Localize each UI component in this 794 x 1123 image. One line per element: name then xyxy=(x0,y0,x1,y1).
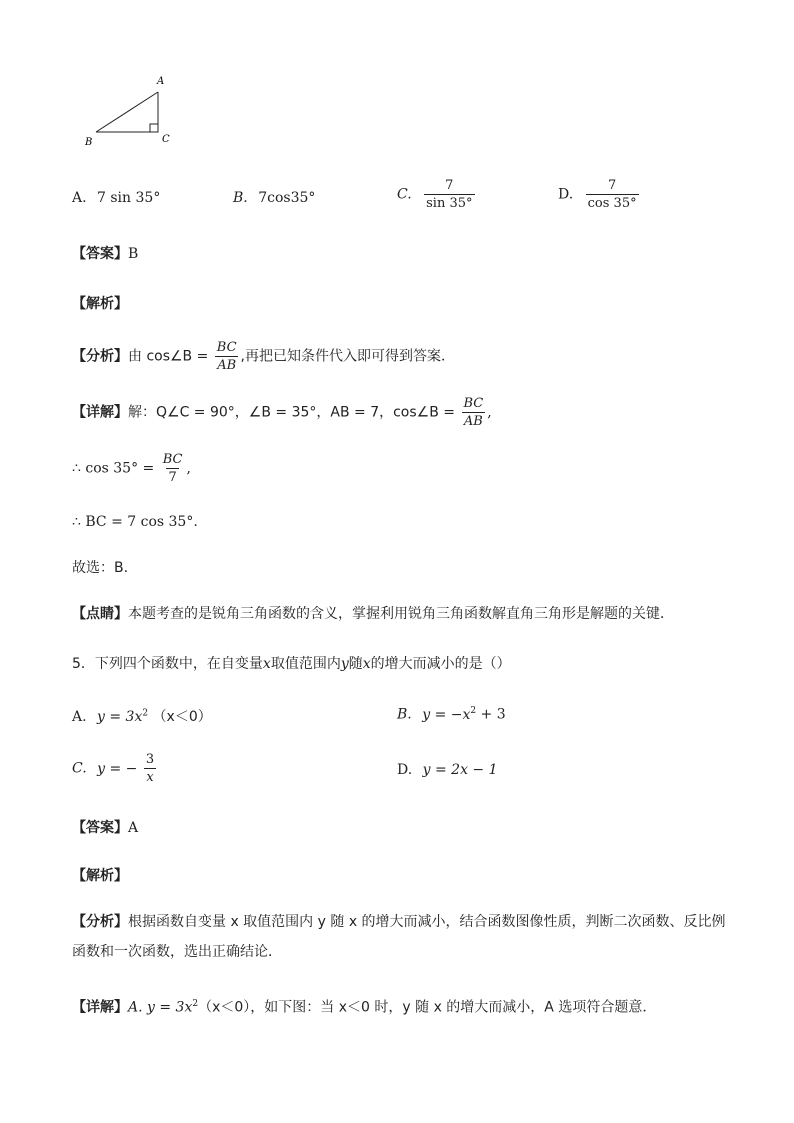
denominator: 7 xyxy=(168,470,177,485)
fenxi-post: ,再把已知条件代入即可得到答案． xyxy=(240,348,455,365)
detail-exponent: 2 xyxy=(192,999,199,1009)
option-prefix: y = − xyxy=(97,760,138,777)
stem-pre: 5．下列四个函数中，在自变量 xyxy=(72,656,263,672)
option-letter: B. xyxy=(233,190,248,206)
denominator: sin 35° xyxy=(426,196,473,211)
stem-x2: x xyxy=(362,656,371,672)
stem-y: y xyxy=(340,656,349,672)
answer-tag: 【答案】 xyxy=(72,820,128,836)
answer-value: A xyxy=(128,820,139,836)
option-letter: C. xyxy=(397,186,412,203)
option-letter: A. xyxy=(72,190,87,206)
step1-fraction xyxy=(161,452,185,485)
fenxi-text: 根据函数自变量 x 取值范围内 y 随 x 的增大而减小，结合函数图像性质，判断二次函数、反比例 xyxy=(128,914,726,930)
option-letter: D. xyxy=(558,186,574,203)
detail-pre: A. y = 3x xyxy=(128,999,193,1016)
numerator: 7 xyxy=(445,178,454,193)
option-letter: C. xyxy=(72,760,87,777)
q5-option-b[interactable] xyxy=(397,706,506,723)
detail-post: , xyxy=(487,404,492,421)
detail-fraction xyxy=(461,396,485,429)
step1-post: , xyxy=(186,460,191,477)
vertex-a-label: A xyxy=(157,76,165,87)
option-condition: （x＜0） xyxy=(152,709,212,725)
q4-analysis-heading: 【解析】 xyxy=(72,296,128,312)
numerator: 3 xyxy=(145,752,155,767)
option-letter: A. xyxy=(72,709,87,725)
option-tail: + 3 xyxy=(476,706,506,723)
q4-step2: ∴ BC = 7 cos 35°. xyxy=(72,514,198,530)
q5-option-a[interactable] xyxy=(72,706,212,726)
q5-option-d[interactable] xyxy=(397,762,498,778)
vertex-b-label: B xyxy=(85,137,93,148)
option-expr: 7 sin 35° xyxy=(97,190,161,206)
option-fraction xyxy=(586,178,639,211)
fenxi-tag: 【分析】 xyxy=(72,348,128,365)
fenxi-fraction xyxy=(215,340,239,373)
q4-fenxi xyxy=(72,340,455,373)
option-exponent: 2 xyxy=(470,706,477,716)
answer-tag: 【答案】 xyxy=(72,246,128,262)
right-angle-mark xyxy=(150,124,158,132)
numerator: BC xyxy=(216,340,237,355)
q4-option-d[interactable] xyxy=(558,178,641,211)
stem-post: 的增大而减小的是（） xyxy=(370,656,511,672)
q5-answer xyxy=(72,818,138,838)
q4-comment xyxy=(72,604,674,624)
q4-option-a[interactable] xyxy=(72,190,160,206)
q4-choose: 故选：B. xyxy=(72,560,129,576)
numerator: BC xyxy=(162,452,183,467)
option-expr: y = 2x − 1 xyxy=(422,762,498,778)
side-ba xyxy=(96,92,158,132)
q5-analysis-heading: 【解析】 xyxy=(72,868,128,884)
denominator: AB xyxy=(217,358,237,373)
detail-pre: 解：Q∠C = 90°，∠B = 35°，AB = 7，cos∠B = xyxy=(128,404,456,421)
triangle-figure xyxy=(80,72,190,152)
stem-mid2: 随 xyxy=(348,656,363,672)
q4-step1 xyxy=(72,452,191,485)
option-fraction xyxy=(424,178,474,211)
q5-detail xyxy=(72,994,656,1018)
q5-stem xyxy=(72,654,511,674)
denominator: x xyxy=(146,770,154,785)
answer-value: B xyxy=(128,246,139,262)
q5-fenxi-line2: 函数和一次函数，选出正确结论． xyxy=(72,944,282,960)
option-exponent: 2 xyxy=(142,708,149,719)
q4-detail xyxy=(72,396,492,429)
numerator: BC xyxy=(463,396,484,411)
fenxi-pre: 由 cos∠B = xyxy=(128,348,209,365)
stem-mid: 取值范围内 xyxy=(270,656,341,672)
stem-x: x xyxy=(262,656,271,672)
q5-fenxi-line1 xyxy=(72,912,726,932)
option-fraction xyxy=(144,752,156,785)
q4-option-c[interactable] xyxy=(397,178,477,211)
option-letter: D. xyxy=(397,762,413,778)
option-expr: y = 3x xyxy=(97,709,143,725)
q5-option-c[interactable] xyxy=(72,752,158,785)
fenxi-tag: 【分析】 xyxy=(72,914,128,930)
detail-tag: 【详解】 xyxy=(72,404,128,421)
vertex-c-label: C xyxy=(162,134,170,145)
step1-pre: ∴ cos 35° = xyxy=(72,460,155,477)
option-expr: 7cos35° xyxy=(258,190,316,206)
option-expr: y = −x xyxy=(422,706,471,723)
numerator: 7 xyxy=(607,178,617,193)
comment-text: 本题考查的是锐角三角函数的含义，掌握利用锐角三角函数解直角三角形是解题的关键． xyxy=(128,606,674,622)
denominator: cos 35° xyxy=(587,196,637,211)
q4-answer xyxy=(72,244,138,264)
detail-post: （x＜0），如下图：当 x＜0 时，y 随 x 的增大而减小，A 选项符合题意． xyxy=(198,999,657,1016)
denominator: AB xyxy=(463,414,483,429)
detail-tag: 【详解】 xyxy=(72,999,128,1016)
comment-tag: 【点睛】 xyxy=(72,606,128,622)
option-letter: B. xyxy=(397,706,412,723)
q4-option-b[interactable] xyxy=(233,190,315,206)
